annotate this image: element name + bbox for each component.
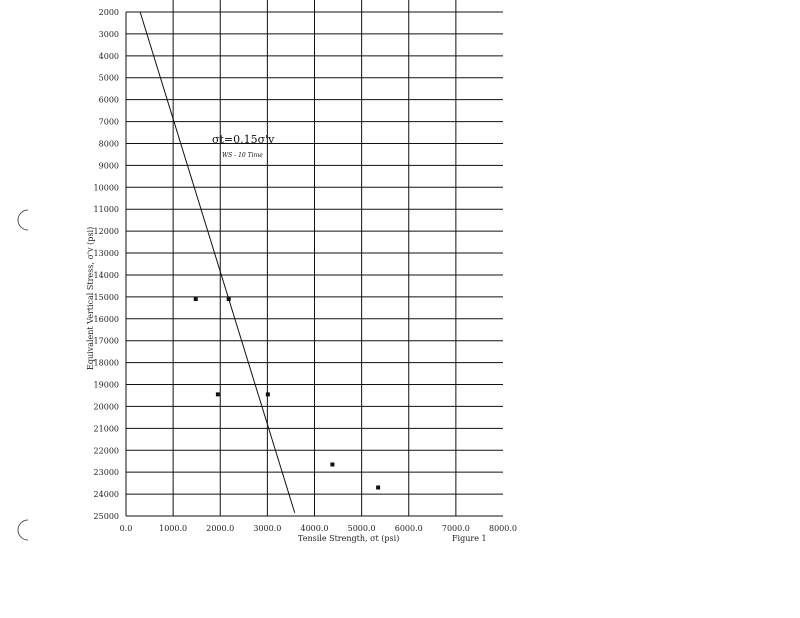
data-point xyxy=(227,297,231,301)
equation-subnote: WS - 10 Time xyxy=(222,152,263,159)
x-tick-label: 8000.0 xyxy=(489,524,517,533)
y-tick-label: 10000 xyxy=(93,183,119,193)
y-tick-label: 3000 xyxy=(98,29,119,39)
y-tick-label: 18000 xyxy=(93,358,119,368)
x-tick-label: 2000.0 xyxy=(206,524,235,533)
x-tick-labels xyxy=(120,524,517,533)
y-tick-label: 24000 xyxy=(93,490,119,500)
trend-line xyxy=(140,12,295,513)
y-tick-label: 11000 xyxy=(93,205,119,215)
equation-annotation: σt=0.15σ'v xyxy=(212,133,275,146)
y-tick-label: 13000 xyxy=(93,249,119,259)
data-point xyxy=(330,463,334,467)
x-axis-label: Tensile Strength, σt (psi) xyxy=(298,534,400,543)
y-tick-label: 19000 xyxy=(93,380,119,390)
x-tick-label: 1000.0 xyxy=(159,524,188,533)
y-tick-label: 4000 xyxy=(98,51,119,61)
y-tick-label: 7000 xyxy=(98,117,119,127)
data-points xyxy=(194,297,380,489)
x-tick-label: 3000.0 xyxy=(253,524,282,533)
binder-hole-mark-top xyxy=(18,210,28,230)
data-point xyxy=(194,297,198,301)
data-point xyxy=(266,392,270,396)
y-tick-label: 8000 xyxy=(98,139,119,149)
y-tick-label: 23000 xyxy=(93,468,119,478)
y-tick-label: 12000 xyxy=(93,227,119,237)
y-tick-label: 9000 xyxy=(98,161,119,171)
y-tick-label: 6000 xyxy=(98,95,119,105)
data-point xyxy=(376,486,380,490)
x-tick-label: 7000.0 xyxy=(441,524,470,533)
y-tick-label: 22000 xyxy=(93,446,119,456)
x-tick-label: 5000.0 xyxy=(347,524,376,533)
y-tick-label: 5000 xyxy=(98,73,119,83)
y-tick-label: 21000 xyxy=(93,424,119,434)
y-tick-label: 15000 xyxy=(93,292,119,302)
y-tick-label: 20000 xyxy=(93,402,119,412)
x-tick-label: 0.0 xyxy=(119,524,133,533)
figure-label: Figure 1 xyxy=(452,534,487,543)
y-tick-label: 2000 xyxy=(98,8,119,17)
y-tick-label: 14000 xyxy=(93,270,119,280)
x-tick-label: 6000.0 xyxy=(394,524,423,533)
x-tick-label: 4000.0 xyxy=(300,524,329,533)
y-tick-label: 25000 xyxy=(93,512,119,521)
y-tick-labels xyxy=(94,8,119,521)
binder-hole-mark-bottom xyxy=(18,520,28,540)
data-point xyxy=(216,392,220,396)
y-tick-label: 16000 xyxy=(93,314,119,324)
y-tick-label: 17000 xyxy=(93,336,119,346)
y-axis-label: Equivalent Vertical Stress, σ'v (psi) xyxy=(86,226,95,370)
grid-lines xyxy=(126,0,503,516)
